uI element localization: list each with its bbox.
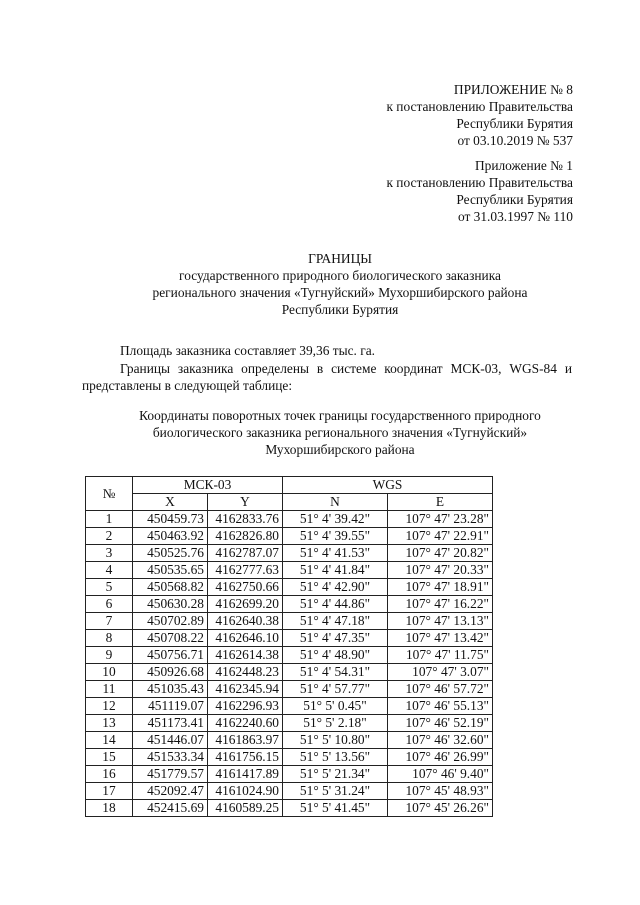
cell-n: 51° 5' 21.34" xyxy=(283,766,388,783)
table-row xyxy=(86,766,493,783)
cell-number: 18 xyxy=(86,800,133,817)
table-row xyxy=(86,783,493,800)
cell-x: 451035.43 xyxy=(133,681,208,698)
cell-number: 4 xyxy=(86,562,133,579)
cell-n: 51° 4' 42.90" xyxy=(283,579,388,596)
cell-e: 107° 45' 26.26" xyxy=(388,800,493,817)
cell-x: 452092.47 xyxy=(133,783,208,800)
cell-y: 4162777.63 xyxy=(208,562,283,579)
header-number: № xyxy=(86,477,133,511)
table-row xyxy=(86,579,493,596)
cell-number: 16 xyxy=(86,766,133,783)
cell-n: 51° 4' 41.53" xyxy=(283,545,388,562)
header-msk: МСК-03 xyxy=(133,477,283,494)
cell-number: 12 xyxy=(86,698,133,715)
caption-line: биологического заказника регионального значения «Тугнуйский» xyxy=(152,425,528,440)
cell-y: 4162614.38 xyxy=(208,647,283,664)
cell-y: 4162826.80 xyxy=(208,528,283,545)
cell-x: 450926.68 xyxy=(133,664,208,681)
cell-n: 51° 5' 2.18" xyxy=(283,715,388,732)
cell-e: 107° 46' 26.99" xyxy=(388,749,493,766)
table-row xyxy=(86,528,493,545)
cell-n: 51° 5' 31.24" xyxy=(283,783,388,800)
cell-e: 107° 47' 23.28" xyxy=(388,511,493,528)
cell-y: 4161863.97 xyxy=(208,732,283,749)
table-row xyxy=(86,613,493,630)
cell-y: 4161417.89 xyxy=(208,766,283,783)
cell-number: 2 xyxy=(86,528,133,545)
cell-y: 4161024.90 xyxy=(208,783,283,800)
table-row xyxy=(86,647,493,664)
header-y: Y xyxy=(208,494,283,511)
appendix-line: Республики Бурятия xyxy=(456,192,573,207)
cell-y: 4162750.66 xyxy=(208,579,283,596)
cell-y: 4162448.23 xyxy=(208,664,283,681)
cell-n: 51° 5' 0.45" xyxy=(283,698,388,715)
cell-e: 107° 46' 57.72" xyxy=(388,681,493,698)
table-row xyxy=(86,732,493,749)
cell-y: 4162240.60 xyxy=(208,715,283,732)
cell-n: 51° 5' 41.45" xyxy=(283,800,388,817)
title-line: государственного природного биологического заказника xyxy=(179,268,501,283)
header-x: X xyxy=(133,494,208,511)
cell-e: 107° 47' 13.13" xyxy=(388,613,493,630)
cell-number: 13 xyxy=(86,715,133,732)
cell-number: 11 xyxy=(86,681,133,698)
table-row xyxy=(86,562,493,579)
cell-y: 4162640.38 xyxy=(208,613,283,630)
cell-x: 450756.71 xyxy=(133,647,208,664)
cell-e: 107° 46' 9.40" xyxy=(388,766,493,783)
cell-n: 51° 4' 57.77" xyxy=(283,681,388,698)
header-n: N xyxy=(283,494,388,511)
cell-e: 107° 47' 22.91" xyxy=(388,528,493,545)
cell-x: 450568.82 xyxy=(133,579,208,596)
cell-x: 451533.34 xyxy=(133,749,208,766)
appendix-date: от 31.03.1997 № 110 xyxy=(457,209,573,224)
caption-line: Мухоршибирского района xyxy=(265,442,415,457)
cell-number: 14 xyxy=(86,732,133,749)
cell-n: 51° 4' 39.55" xyxy=(283,528,388,545)
header-e: E xyxy=(388,494,493,511)
cell-n: 51° 5' 13.56" xyxy=(283,749,388,766)
appendix-title: Приложение № 1 xyxy=(474,158,573,173)
table-body xyxy=(86,511,493,817)
table-row xyxy=(86,681,493,698)
cell-y: 4162833.76 xyxy=(208,511,283,528)
cell-y: 4162787.07 xyxy=(208,545,283,562)
table-caption xyxy=(80,407,600,458)
table-row xyxy=(86,545,493,562)
appendix-line: к постановлению Правительства xyxy=(386,175,573,190)
cell-number: 17 xyxy=(86,783,133,800)
title-line: регионального значения «Тугнуйский» Мухоршибирского района xyxy=(152,285,528,300)
table-row xyxy=(86,511,493,528)
cell-e: 107° 46' 32.60" xyxy=(388,732,493,749)
table-row xyxy=(86,715,493,732)
cell-y: 4162646.10 xyxy=(208,630,283,647)
cell-e: 107° 47' 16.22" xyxy=(388,596,493,613)
cell-number: 6 xyxy=(86,596,133,613)
cell-e: 107° 47' 20.33" xyxy=(388,562,493,579)
cell-n: 51° 4' 47.35" xyxy=(283,630,388,647)
cell-x: 450630.28 xyxy=(133,596,208,613)
cell-e: 107° 45' 48.93" xyxy=(388,783,493,800)
cell-number: 15 xyxy=(86,749,133,766)
title-line: ГРАНИЦЫ xyxy=(308,251,372,266)
caption-line: Координаты поворотных точек границы государственного природного xyxy=(139,408,541,423)
cell-x: 450525.76 xyxy=(133,545,208,562)
cell-number: 1 xyxy=(86,511,133,528)
cell-x: 450535.65 xyxy=(133,562,208,579)
cell-number: 5 xyxy=(86,579,133,596)
cell-e: 107° 47' 18.91" xyxy=(388,579,493,596)
cell-x: 451173.41 xyxy=(133,715,208,732)
table-row xyxy=(86,664,493,681)
cell-x: 451446.07 xyxy=(133,732,208,749)
cell-x: 451119.07 xyxy=(133,698,208,715)
appendix-title: ПРИЛОЖЕНИЕ № 8 xyxy=(453,82,573,97)
area-paragraph: Площадь заказника составляет 39,36 тыс. га. xyxy=(120,343,376,358)
document-title xyxy=(80,250,600,318)
cell-x: 450702.89 xyxy=(133,613,208,630)
table-row xyxy=(86,698,493,715)
cell-number: 8 xyxy=(86,630,133,647)
cell-x: 450708.22 xyxy=(133,630,208,647)
table-row xyxy=(86,596,493,613)
title-line: Республики Бурятия xyxy=(281,302,399,317)
cell-n: 51° 4' 47.18" xyxy=(283,613,388,630)
coordinates-table xyxy=(85,476,493,817)
cell-e: 107° 47' 11.75" xyxy=(388,647,493,664)
appendix-date: от 03.10.2019 № 537 xyxy=(457,133,573,148)
cell-y: 4162345.94 xyxy=(208,681,283,698)
cell-y: 4160589.25 xyxy=(208,800,283,817)
cell-x: 450463.92 xyxy=(133,528,208,545)
table-row xyxy=(86,630,493,647)
cell-e: 107° 46' 52.19" xyxy=(388,715,493,732)
table-row xyxy=(86,749,493,766)
cell-n: 51° 4' 41.84" xyxy=(283,562,388,579)
coordinates-paragraph: Границы заказника определены в системе координат МСК-03, WGS-84 и представлены в следующей таблице: xyxy=(82,361,572,393)
cell-number: 9 xyxy=(86,647,133,664)
cell-number: 3 xyxy=(86,545,133,562)
cell-y: 4162699.20 xyxy=(208,596,283,613)
table-row xyxy=(86,800,493,817)
cell-x: 452415.69 xyxy=(133,800,208,817)
cell-number: 7 xyxy=(86,613,133,630)
cell-x: 451779.57 xyxy=(133,766,208,783)
cell-n: 51° 4' 54.31" xyxy=(283,664,388,681)
cell-n: 51° 4' 39.42" xyxy=(283,511,388,528)
appendix-line: Республики Бурятия xyxy=(456,116,573,131)
cell-e: 107° 47' 13.42" xyxy=(388,630,493,647)
cell-e: 107° 47' 3.07" xyxy=(388,664,493,681)
cell-number: 10 xyxy=(86,664,133,681)
cell-y: 4162296.93 xyxy=(208,698,283,715)
cell-e: 107° 47' 20.82" xyxy=(388,545,493,562)
cell-y: 4161756.15 xyxy=(208,749,283,766)
appendix-line: к постановлению Правительства xyxy=(386,99,573,114)
header-wgs: WGS xyxy=(283,477,493,494)
cell-x: 450459.73 xyxy=(133,511,208,528)
cell-n: 51° 5' 10.80" xyxy=(283,732,388,749)
cell-n: 51° 4' 44.86" xyxy=(283,596,388,613)
appendix-previous-header xyxy=(386,157,573,225)
appendix-current-header xyxy=(386,81,573,149)
cell-e: 107° 46' 55.13" xyxy=(388,698,493,715)
cell-n: 51° 4' 48.90" xyxy=(283,647,388,664)
